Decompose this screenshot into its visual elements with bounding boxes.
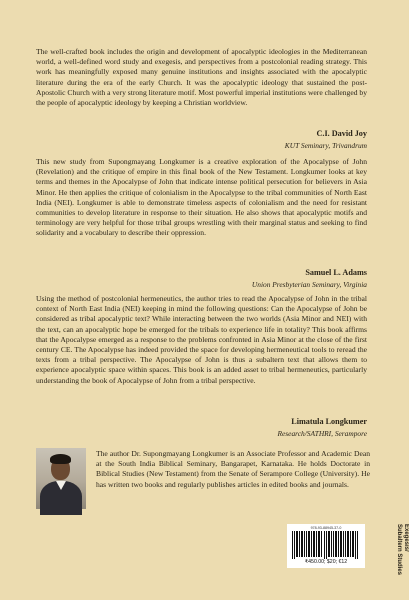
author-photo: [36, 448, 86, 509]
series-label-line-2: Subaltern Studies: [396, 524, 402, 576]
endorsement-3-affiliation: Research/SATHRI, Serampore: [277, 429, 367, 438]
barcode-panel: [287, 524, 365, 568]
barcode-isbn: 978-93-88945-37-0: [310, 526, 342, 530]
endorsement-2-affiliation: Union Presbyterian Seminary, Virginia: [251, 280, 367, 289]
price: ₹450.00; $20; €12: [304, 559, 348, 565]
barcode-bars: [291, 531, 361, 559]
series-label: [395, 524, 409, 596]
endorsement-1-text: The well-crafted book includes the origin and development of apocalyptic ideologies in the Mediterranean world, a well-defined word study and exegesis, and perspectives from a postcolonial reading strategy. This work has meaningfully exposed many genuine institutions and insights associated with the apocalyptic literature during the era of the early Church. It was the apocalyptic ideology that sustained the post-Apostolic Church with a very strong literature motif. Most powerful imperial institutions were challenged by the people of apocalyptic ideology by keeping a Christian worldview.: [36, 47, 367, 108]
endorsement-3-name: Limatula Longkumer: [291, 417, 367, 426]
endorsement-3-text: Using the method of postcolonial hermeneutics, the author tries to read the Apocalypse of John in the tribal context of North East India (NEI) keeping in mind the following questions: Can the Apocalypse of John be considered as tribal apocalyptic text? While interacting between the two worlds (Asia Minor and NEI) with the text, can an apocalyptic hope be emerged for the tribals to experience life in totality? This book affirms that the Apocalypse emerged as a response to the problems confronted in Asia Minor at the close of the first century CE. The Apocalypse has indeed provided the space for developing hermeneutical tools to reread the texts from a tribal perspective. The Apocalypse of John is thus a subaltern text that allows them to experience apocalyptic space within spaces. This book is an added asset to tribal hermeneutics, particularly understanding the book of Apocalypse of John from a tribal perspective.: [36, 294, 367, 385]
author-bio: The author Dr. Supongmayang Longkumer is an Associate Professor and Academic Dean at the South India Biblical Seminary, Bangarapet, Karnataka. He holds Doctorate in Biblical Studies (New Testament) from the Senate of Serampore College (University). He has written two books and regularly publishes articles in edited books and journals.: [96, 449, 370, 489]
author-photo-hair: [50, 454, 71, 464]
series-label-line-1: Exegesis/: [403, 524, 409, 552]
endorsement-2-text: This new study from Supongmayang Longkumer is a creative exploration of the Apocalypse of John (Revelation) and the critique of empire in this final book of the New Testament. Longkumer looks at key terms and themes in the Apocalypse of John that indicate intense political persecution for believers in Asia Minor. He then applies the critique of colonialism in the Apocalypse to the tribal communities of North East India (NEI). Longkumer is able to demonstrate timeless aspects of colonialism and the need for resistant communities to develop literature in response to their situation. He also shows that apocalyptic motifs and terminology are very helpful for those tribal groups wrestling with their marginal status and seeking to find solidarity and a vocabulary to describe their oppression.: [36, 157, 367, 238]
endorsement-1-affiliation: KUT Seminary, Trivandrum: [284, 141, 367, 150]
endorsement-1-name: C.I. David Joy: [316, 129, 367, 138]
endorsement-2-name: Samuel L. Adams: [305, 268, 367, 277]
